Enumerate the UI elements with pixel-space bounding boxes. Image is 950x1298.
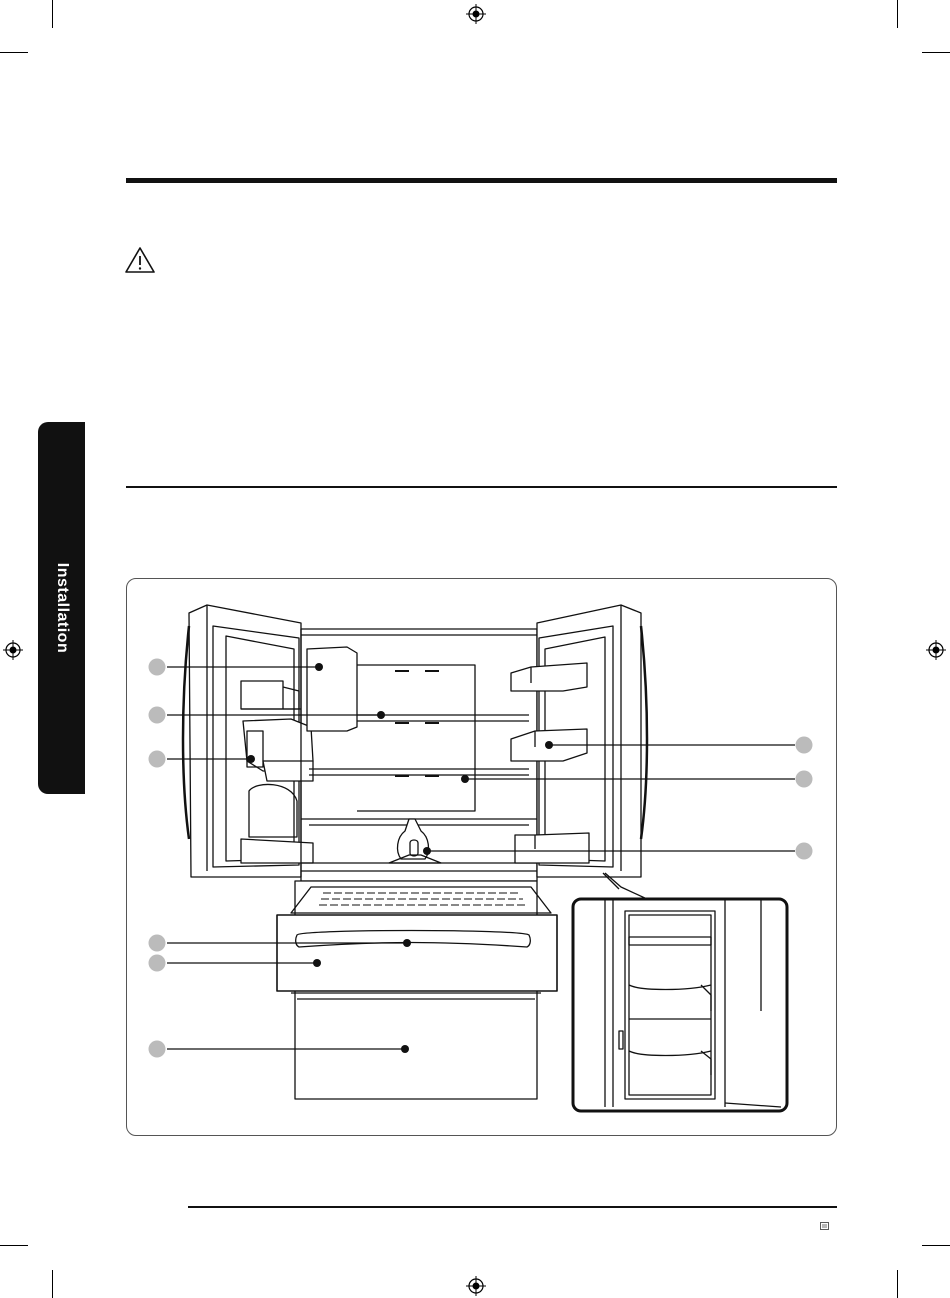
left-door: [183, 605, 313, 877]
footer-rule: [188, 1206, 837, 1208]
inset-view: [573, 899, 787, 1111]
crop-mark-top-left-h: [0, 52, 28, 53]
crop-mark-top-right-v: [897, 0, 898, 28]
callout-marker: [149, 659, 166, 676]
crop-mark-top-right-h: [922, 52, 950, 53]
freezer-drawers: [277, 881, 557, 1099]
callout-marker: [796, 771, 813, 788]
section-side-tab: [38, 422, 85, 794]
crop-mark-bottom-right-v: [897, 1270, 898, 1298]
section-rule-thick: [126, 178, 837, 183]
callout-marker: [796, 737, 813, 754]
crop-mark-bottom-left-v: [52, 1270, 53, 1298]
callout-marker: [149, 751, 166, 768]
page-code-icon: [820, 1222, 829, 1230]
callout-marker: [149, 935, 166, 952]
registration-mark-bottom-icon: [466, 1276, 486, 1296]
crop-mark-bottom-left-h: [0, 1245, 28, 1246]
callout-marker: [149, 1041, 166, 1058]
refrigerator-diagram: [126, 578, 837, 1136]
callout-marker: [149, 707, 166, 724]
registration-mark-right-icon: [926, 640, 946, 660]
side-tab-label: Installation: [53, 562, 71, 654]
right-door: [511, 605, 647, 877]
callout-marker: [149, 955, 166, 972]
warning-triangle-icon: [124, 246, 156, 274]
registration-mark-left-icon: [3, 640, 23, 660]
crop-mark-top-left-v: [52, 0, 53, 28]
callout-marker: [796, 843, 813, 860]
registration-mark-top-icon: [466, 4, 486, 24]
refrigerator-drawing: [127, 579, 838, 1137]
section-divider: [126, 486, 837, 488]
cabinet-interior: [301, 629, 537, 881]
crop-mark-bottom-right-h: [922, 1245, 950, 1246]
